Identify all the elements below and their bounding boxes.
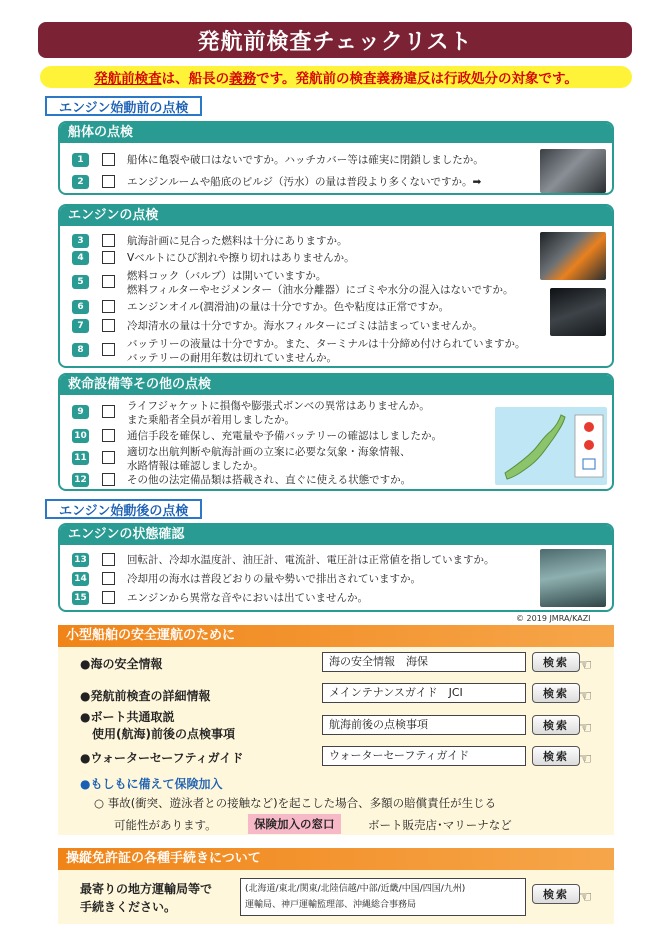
notice-part2: は、船長の (161, 71, 230, 87)
license-label-1: 最寄りの地方運輸局等で (80, 882, 213, 896)
outboard-engine-photo (550, 288, 606, 336)
item-text: ライフジャケットに損傷や膨張式ボンベの異常はありませんか。 また乗船者全員が着用しましたか。 (127, 400, 430, 426)
weather-map-image (495, 407, 607, 485)
item-text: エンジンルームや船底のビルジ（汚水）の量は普段より多くないですか。➡ (127, 176, 482, 188)
item-text: エンジンから異常な音やにおいは出ていませんか。 (127, 592, 368, 604)
item-text: 適切な出航判断や航海計画の立案に必要な気象・海象情報、 水路情報は確認しましたか。 (127, 446, 411, 472)
status-panel-title: エンジンの状態確認 (60, 525, 612, 545)
item-number: 4 (72, 251, 89, 265)
check-item-10 (72, 429, 442, 443)
japan-map-icon (495, 407, 607, 485)
check-item-1 (72, 153, 484, 167)
license-section (58, 848, 614, 924)
search-button[interactable]: 検索 (532, 746, 580, 766)
search-field-boat-manual[interactable]: 航海前後の点検事項 (322, 715, 526, 735)
checkbox-8[interactable] (102, 343, 115, 356)
engine-panel-title: エンジンの点検 (60, 206, 612, 226)
check-item-11 (72, 445, 411, 473)
safety-title: 小型船舶の安全運航のために (58, 625, 614, 647)
search-button[interactable]: 検索 (532, 652, 580, 672)
checkbox-1[interactable] (102, 153, 115, 166)
item-number: 6 (72, 300, 89, 314)
item-number: 14 (72, 572, 89, 586)
checkbox-10[interactable] (102, 429, 115, 442)
check-item-7 (72, 319, 483, 333)
notice-banner (40, 66, 632, 88)
item-text: 回転計、冷却水温度計、油圧計、電流計、電圧計は正常値を指していますか。 (127, 554, 495, 566)
exhaust-water-photo (540, 549, 606, 607)
item-number: 15 (72, 591, 89, 605)
insurance-contact: ボート販売店･マリーナなど (368, 818, 512, 832)
insurance-title: ●もしもに備えて保険加入 (80, 777, 223, 791)
license-field-line-2: 運輸局、神戸運輸監理部、沖縄総合事務局 (245, 900, 417, 910)
checkbox-3[interactable] (102, 234, 115, 247)
fuel-filter-photo (540, 232, 606, 280)
pointing-hand-icon: ☜ (578, 655, 593, 674)
safety-row-label: ●ボート共通取説 使用(航海)前後の点検事項 (80, 710, 235, 741)
check-item-14 (72, 572, 421, 586)
checkbox-4[interactable] (102, 251, 115, 264)
pointing-hand-icon: ☜ (578, 718, 593, 737)
phase-after-engine-start: エンジン始動後の点検 (45, 499, 202, 519)
notice-part3: 義務 (229, 71, 257, 87)
bilge-photo (540, 149, 606, 193)
pointing-hand-icon: ☜ (578, 686, 593, 705)
checkbox-9[interactable] (102, 405, 115, 418)
item-text: エンジンオイル(潤滑油)の量は十分ですか。色や粘度は正常ですか。 (127, 301, 450, 313)
item-text: その他の法定備品類は搭載され、直ぐに使える状態ですか。 (127, 474, 412, 486)
page-title: 発航前検査チェックリスト (38, 22, 632, 58)
check-item-15 (72, 591, 368, 605)
check-item-5 (72, 269, 514, 297)
checkbox-2[interactable] (102, 175, 115, 188)
checkbox-15[interactable] (102, 591, 115, 604)
search-field-water-safety[interactable]: ウォーターセーフティガイド (322, 746, 526, 766)
checkbox-12[interactable] (102, 473, 115, 486)
safety-row-label: ●発航前検査の詳細情報 (80, 689, 211, 703)
copyright: © 2019 JMRA/KAZI (516, 614, 591, 623)
rescue-panel-title: 救命設備等その他の点検 (60, 375, 612, 395)
hull-panel-title: 船体の点検 (60, 123, 612, 143)
checkbox-6[interactable] (102, 300, 115, 313)
phase-before-engine-start: エンジン始動前の点検 (45, 96, 202, 116)
item-number: 1 (72, 153, 89, 167)
item-number: 13 (72, 553, 89, 567)
insurance-text-2: 可能性があります。 (114, 818, 217, 832)
check-item-6 (72, 300, 449, 314)
safety-row-label: ●海の安全情報 (80, 657, 163, 671)
item-text: Vベルトにひび割れや擦り切れはありませんか。 (127, 252, 355, 264)
check-item-13 (72, 553, 495, 567)
search-button[interactable]: 検索 (532, 884, 580, 904)
check-item-9 (72, 399, 430, 427)
item-number: 5 (72, 275, 89, 289)
safety-row-label: ●ウォーターセーフティガイド (80, 751, 244, 765)
item-text: 冷却清水の量は十分ですか。海水フィルターにゴミは詰まっていませんか。 (127, 320, 483, 332)
checkbox-14[interactable] (102, 572, 115, 585)
checkbox-5[interactable] (102, 275, 115, 288)
notice-part1: 発航前検査 (94, 71, 162, 87)
item-number: 7 (72, 319, 89, 333)
insurance-badge: 保険加入の窓口 (248, 814, 341, 834)
check-item-4 (72, 251, 355, 265)
search-field-transport-bureau[interactable] (240, 878, 526, 916)
item-number: 10 (72, 429, 89, 443)
item-text: 通信手段を確保し、充電量や予備バッテリーの確認はしましたか。 (127, 430, 442, 442)
license-field-line-1: (北海道/東北/関東/北陸信越/中部/近畿/中国/四国/九州) (245, 884, 466, 894)
search-button[interactable]: 検索 (532, 683, 580, 703)
checkbox-13[interactable] (102, 553, 115, 566)
check-item-8 (72, 337, 525, 365)
item-text: バッテリーの液量は十分ですか。また、ターミナルは十分締め付けられていますか。 バッテリーの耐用年数は切れていませんか。 (127, 338, 526, 364)
search-field-sea-safety[interactable]: 海の安全情報 海保 (322, 652, 526, 672)
pointing-hand-icon: ☜ (578, 749, 593, 768)
license-label-2: 手続きください。 (80, 900, 177, 914)
engine-status-panel (58, 523, 614, 612)
item-text: 冷却用の海水は普段どおりの量や勢いで排出されていますか。 (127, 573, 421, 585)
safety-section (58, 625, 614, 835)
checkbox-11[interactable] (102, 451, 115, 464)
search-button[interactable]: 検索 (532, 715, 580, 735)
checkbox-7[interactable] (102, 319, 115, 332)
item-number: 3 (72, 234, 89, 248)
item-number: 2 (72, 175, 89, 189)
notice-part4: です。発航前の検査義務違反は行政処分の対象です。 (256, 71, 578, 87)
item-text: 航海計画に見合った燃料は十分にありますか。 (127, 235, 348, 247)
license-title: 操縦免許証の各種手続きについて (58, 848, 614, 870)
item-number: 12 (72, 473, 89, 487)
rescue-panel (58, 373, 614, 491)
item-number: 9 (72, 405, 89, 419)
check-item-3 (72, 234, 348, 248)
item-number: 8 (72, 343, 89, 357)
check-item-12 (72, 473, 411, 487)
item-text: 燃料コック（バルブ）は開いていますか。 燃料フィルターやセジメンター（油水分離器）にゴミや水分の混入はないですか。 (127, 270, 514, 296)
item-number: 11 (72, 451, 89, 465)
item-text: 船体に亀裂や破口はないですか。ハッチカバー等は確実に閉鎖しましたか。 (127, 154, 484, 166)
check-item-2 (72, 175, 481, 189)
insurance-text: ○ 事故(衝突、遊泳者との接触など)を起こした場合、多額の賠償責任が生じる (94, 796, 497, 810)
search-field-maintenance[interactable]: メインテナンスガイド JCI (322, 683, 526, 703)
pointing-hand-icon: ☜ (578, 887, 593, 906)
engine-panel (58, 204, 614, 368)
hull-panel (58, 121, 614, 195)
